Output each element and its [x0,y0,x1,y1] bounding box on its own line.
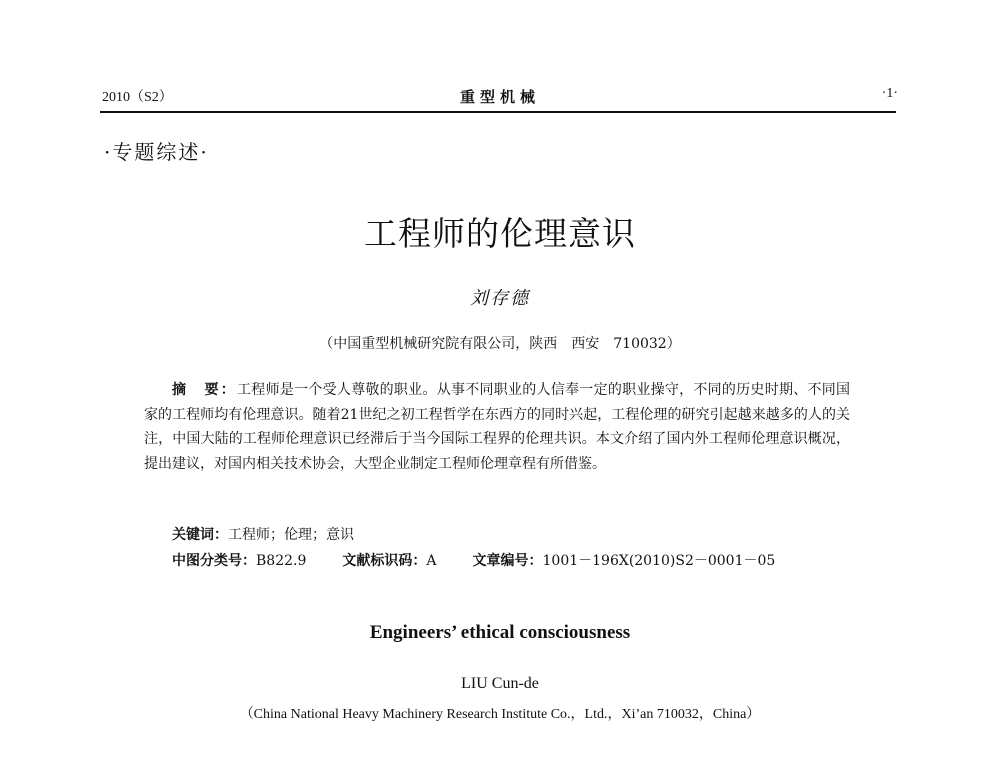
english-title: Engineers’ ethical consciousness [369,622,631,643]
abstract [144,378,850,476]
header-issue: 2010（S2） [102,90,173,105]
keywords-text: 工程师；伦理；意识 [228,527,354,543]
paper-title: 工程师的伦理意识 [364,214,636,253]
author-name: 刘存德 [470,288,530,309]
classification-line [172,550,775,570]
section-label: ·专题综述· [104,140,209,164]
english-affiliation: （China National Heavy Machinery Research Institute Co.，Ltd.，Xi’an 710032，China） [239,707,761,722]
header-journal: 重型机械 [459,90,540,106]
keywords [172,524,354,544]
author-affiliation: （中国重型机械研究院有限公司，陕西 西安 710032） [319,336,681,352]
doc-code-value: A [426,553,437,569]
abstract-text: 工程师是一个受人尊敬的职业。从事不同职业的人信奉一定的职业操守，不同的历史时期、不同国家的工程师均有伦理意识。随着21世纪之初工程哲学在东西方的同时兴起，工程伦理的研究引起越来越多的人的关注，中国大陆的工程师伦理意识已经滞后于当今国际工程界的伦理共识。本文介绍了国内外工程师伦理意识概况，提出建议，对国内相关技术协会，大型企业制定工程师伦理章程有所借鉴。 [144,382,851,472]
clc-label: 中图分类号： [172,553,256,569]
english-author: LIU Cun-de [461,675,539,692]
article-number-label: 文章编号： [472,553,543,569]
header-page-number: ·1· [881,86,898,101]
abstract-label: 摘 要： [172,382,238,398]
header-rule [100,111,896,113]
clc-value: B822.9 [256,553,307,569]
doc-code-label: 文献标识码： [342,553,427,569]
keywords-label: 关键词： [172,527,228,543]
article-number-value: 1001－196X(2010)S2－0001－05 [542,553,776,569]
